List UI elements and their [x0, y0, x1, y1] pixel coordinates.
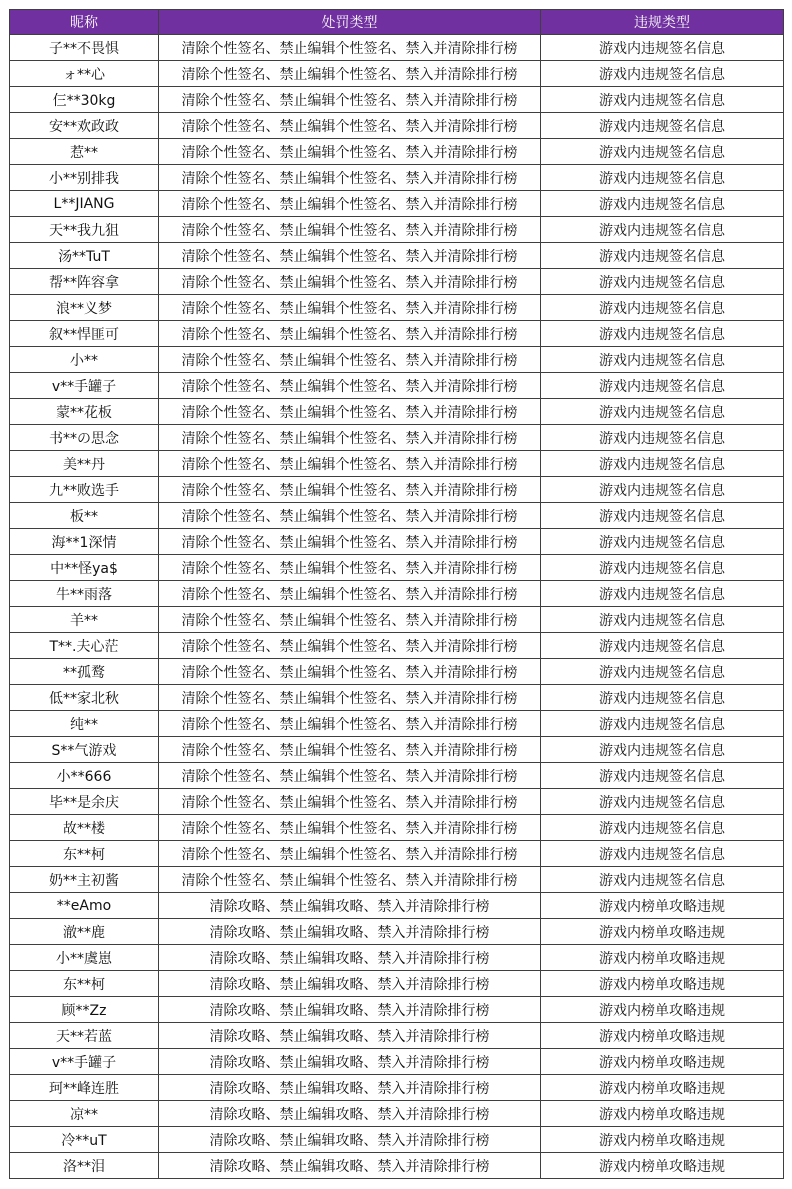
table-row [10, 477, 784, 503]
table-row [10, 789, 784, 815]
cell-penalty-type: 清除个性签名、禁止编辑个性签名、禁入并清除排行榜 [159, 373, 541, 399]
cell-penalty-type: 清除攻略、禁止编辑攻略、禁入并清除排行榜 [159, 971, 541, 997]
table-row [10, 685, 784, 711]
cell-nickname: 蒙**花板 [10, 399, 159, 425]
cell-violation-type: 游戏内榜单攻略违规 [541, 945, 784, 971]
cell-penalty-type: 清除个性签名、禁止编辑个性签名、禁入并清除排行榜 [159, 555, 541, 581]
cell-violation-type: 游戏内违规签名信息 [541, 269, 784, 295]
cell-penalty-type: 清除个性签名、禁止编辑个性签名、禁入并清除排行榜 [159, 347, 541, 373]
cell-nickname: 小**虞崽 [10, 945, 159, 971]
cell-penalty-type: 清除攻略、禁止编辑攻略、禁入并清除排行榜 [159, 919, 541, 945]
cell-nickname: 海**1深情 [10, 529, 159, 555]
cell-penalty-type: 清除个性签名、禁止编辑个性签名、禁入并清除排行榜 [159, 217, 541, 243]
cell-nickname: 板** [10, 503, 159, 529]
cell-penalty-type: 清除个性签名、禁止编辑个性签名、禁入并清除排行榜 [159, 269, 541, 295]
cell-nickname: 小**别排我 [10, 165, 159, 191]
table-row [10, 919, 784, 945]
cell-violation-type: 游戏内违规签名信息 [541, 763, 784, 789]
cell-violation-type: 游戏内违规签名信息 [541, 633, 784, 659]
cell-penalty-type: 清除个性签名、禁止编辑个性签名、禁入并清除排行榜 [159, 165, 541, 191]
cell-nickname: 子**不畏惧 [10, 35, 159, 61]
table-row [10, 425, 784, 451]
penalty-table [9, 9, 784, 1179]
cell-violation-type: 游戏内榜单攻略违规 [541, 1023, 784, 1049]
cell-penalty-type: 清除个性签名、禁止编辑个性签名、禁入并清除排行榜 [159, 35, 541, 61]
table-row [10, 321, 784, 347]
cell-nickname: 叙**悍匪可 [10, 321, 159, 347]
table-row [10, 1075, 784, 1101]
cell-penalty-type: 清除个性签名、禁止编辑个性签名、禁入并清除排行榜 [159, 321, 541, 347]
cell-penalty-type: 清除个性签名、禁止编辑个性签名、禁入并清除排行榜 [159, 451, 541, 477]
cell-violation-type: 游戏内违规签名信息 [541, 399, 784, 425]
cell-penalty-type: 清除个性签名、禁止编辑个性签名、禁入并清除排行榜 [159, 399, 541, 425]
table-row [10, 87, 784, 113]
cell-penalty-type: 清除个性签名、禁止编辑个性签名、禁入并清除排行榜 [159, 529, 541, 555]
table-row [10, 659, 784, 685]
cell-nickname: v**手罐子 [10, 1049, 159, 1075]
cell-nickname: 毕**是余庆 [10, 789, 159, 815]
cell-violation-type: 游戏内违规签名信息 [541, 113, 784, 139]
cell-violation-type: 游戏内违规签名信息 [541, 581, 784, 607]
cell-violation-type: 游戏内违规签名信息 [541, 867, 784, 893]
cell-penalty-type: 清除个性签名、禁止编辑个性签名、禁入并清除排行榜 [159, 191, 541, 217]
cell-violation-type: 游戏内违规签名信息 [541, 659, 784, 685]
cell-nickname: 牛**雨落 [10, 581, 159, 607]
cell-nickname: **eAmo [10, 893, 159, 919]
table-row [10, 61, 784, 87]
cell-penalty-type: 清除攻略、禁止编辑攻略、禁入并清除排行榜 [159, 1127, 541, 1153]
cell-violation-type: 游戏内违规签名信息 [541, 685, 784, 711]
table-row [10, 841, 784, 867]
cell-penalty-type: 清除个性签名、禁止编辑个性签名、禁入并清除排行榜 [159, 61, 541, 87]
cell-nickname: L**JIANG [10, 191, 159, 217]
table-row [10, 945, 784, 971]
table-body [10, 35, 784, 1179]
cell-violation-type: 游戏内违规签名信息 [541, 373, 784, 399]
table-row [10, 139, 784, 165]
cell-nickname: 惹** [10, 139, 159, 165]
table-row [10, 217, 784, 243]
cell-nickname: 东**柯 [10, 841, 159, 867]
table-row [10, 1153, 784, 1179]
cell-nickname: 低**家北秋 [10, 685, 159, 711]
header-row [10, 10, 784, 35]
cell-violation-type: 游戏内违规签名信息 [541, 425, 784, 451]
table-row [10, 191, 784, 217]
cell-nickname: 九**败选手 [10, 477, 159, 503]
table-row [10, 347, 784, 373]
table-row [10, 243, 784, 269]
table-row [10, 529, 784, 555]
cell-penalty-type: 清除个性签名、禁止编辑个性签名、禁入并清除排行榜 [159, 607, 541, 633]
table-row [10, 1127, 784, 1153]
cell-penalty-type: 清除个性签名、禁止编辑个性签名、禁入并清除排行榜 [159, 581, 541, 607]
cell-nickname: 奶**主初酱 [10, 867, 159, 893]
cell-nickname: 美**丹 [10, 451, 159, 477]
header-nickname: 昵称 [10, 10, 159, 35]
cell-violation-type: 游戏内榜单攻略违规 [541, 919, 784, 945]
table-row [10, 373, 784, 399]
cell-violation-type: 游戏内违规签名信息 [541, 191, 784, 217]
table-row [10, 269, 784, 295]
cell-violation-type: 游戏内违规签名信息 [541, 607, 784, 633]
cell-violation-type: 游戏内违规签名信息 [541, 217, 784, 243]
cell-nickname: S**气游戏 [10, 737, 159, 763]
cell-penalty-type: 清除个性签名、禁止编辑个性签名、禁入并清除排行榜 [159, 841, 541, 867]
cell-violation-type: 游戏内榜单攻略违规 [541, 1049, 784, 1075]
table-row [10, 633, 784, 659]
cell-violation-type: 游戏内违规签名信息 [541, 737, 784, 763]
cell-nickname: 凉** [10, 1101, 159, 1127]
cell-violation-type: 游戏内违规签名信息 [541, 87, 784, 113]
table-row [10, 971, 784, 997]
cell-penalty-type: 清除个性签名、禁止编辑个性签名、禁入并清除排行榜 [159, 659, 541, 685]
cell-penalty-type: 清除攻略、禁止编辑攻略、禁入并清除排行榜 [159, 1023, 541, 1049]
cell-penalty-type: 清除个性签名、禁止编辑个性签名、禁入并清除排行榜 [159, 685, 541, 711]
table-row [10, 451, 784, 477]
cell-nickname: 小** [10, 347, 159, 373]
cell-nickname: 羊** [10, 607, 159, 633]
table-row [10, 893, 784, 919]
cell-nickname: 故**楼 [10, 815, 159, 841]
cell-violation-type: 游戏内榜单攻略违规 [541, 1127, 784, 1153]
cell-penalty-type: 清除攻略、禁止编辑攻略、禁入并清除排行榜 [159, 945, 541, 971]
cell-penalty-type: 清除个性签名、禁止编辑个性签名、禁入并清除排行榜 [159, 633, 541, 659]
cell-penalty-type: 清除个性签名、禁止编辑个性签名、禁入并清除排行榜 [159, 867, 541, 893]
cell-violation-type: 游戏内榜单攻略违规 [541, 1153, 784, 1179]
cell-nickname: T**.夫心茫 [10, 633, 159, 659]
cell-nickname: 安**欢政政 [10, 113, 159, 139]
cell-violation-type: 游戏内违规签名信息 [541, 529, 784, 555]
cell-violation-type: 游戏内榜单攻略违规 [541, 997, 784, 1023]
cell-nickname: 纯** [10, 711, 159, 737]
cell-penalty-type: 清除个性签名、禁止编辑个性签名、禁入并清除排行榜 [159, 243, 541, 269]
table-row [10, 815, 784, 841]
cell-violation-type: 游戏内违规签名信息 [541, 139, 784, 165]
cell-violation-type: 游戏内违规签名信息 [541, 243, 784, 269]
header-penalty-type: 处罚类型 [159, 10, 541, 35]
cell-penalty-type: 清除攻略、禁止编辑攻略、禁入并清除排行榜 [159, 1075, 541, 1101]
cell-nickname: 冷**uT [10, 1127, 159, 1153]
cell-violation-type: 游戏内榜单攻略违规 [541, 893, 784, 919]
cell-violation-type: 游戏内违规签名信息 [541, 789, 784, 815]
cell-penalty-type: 清除攻略、禁止编辑攻略、禁入并清除排行榜 [159, 1101, 541, 1127]
cell-nickname: 天**我九狙 [10, 217, 159, 243]
cell-violation-type: 游戏内违规签名信息 [541, 295, 784, 321]
cell-nickname: 书**の思念 [10, 425, 159, 451]
cell-violation-type: 游戏内违规签名信息 [541, 555, 784, 581]
table-row [10, 737, 784, 763]
cell-penalty-type: 清除个性签名、禁止编辑个性签名、禁入并清除排行榜 [159, 87, 541, 113]
cell-violation-type: 游戏内违规签名信息 [541, 321, 784, 347]
cell-penalty-type: 清除个性签名、禁止编辑个性签名、禁入并清除排行榜 [159, 763, 541, 789]
cell-nickname: 帮**阵容拿 [10, 269, 159, 295]
cell-violation-type: 游戏内榜单攻略违规 [541, 1101, 784, 1127]
cell-nickname: v**手罐子 [10, 373, 159, 399]
cell-violation-type: 游戏内违规签名信息 [541, 841, 784, 867]
cell-nickname: 中**怪ya$ [10, 555, 159, 581]
cell-nickname: 珂**峰连胜 [10, 1075, 159, 1101]
cell-violation-type: 游戏内违规签名信息 [541, 451, 784, 477]
table-row [10, 997, 784, 1023]
cell-violation-type: 游戏内违规签名信息 [541, 347, 784, 373]
cell-violation-type: 游戏内榜单攻略违规 [541, 971, 784, 997]
cell-nickname: 洛**泪 [10, 1153, 159, 1179]
cell-nickname: 浪**义梦 [10, 295, 159, 321]
table-row [10, 607, 784, 633]
table-row [10, 1023, 784, 1049]
cell-penalty-type: 清除攻略、禁止编辑攻略、禁入并清除排行榜 [159, 893, 541, 919]
cell-penalty-type: 清除个性签名、禁止编辑个性签名、禁入并清除排行榜 [159, 139, 541, 165]
cell-penalty-type: 清除个性签名、禁止编辑个性签名、禁入并清除排行榜 [159, 815, 541, 841]
cell-violation-type: 游戏内违规签名信息 [541, 477, 784, 503]
cell-nickname: 仨**30kg [10, 87, 159, 113]
cell-penalty-type: 清除个性签名、禁止编辑个性签名、禁入并清除排行榜 [159, 425, 541, 451]
cell-penalty-type: 清除个性签名、禁止编辑个性签名、禁入并清除排行榜 [159, 295, 541, 321]
table-row [10, 295, 784, 321]
table-row [10, 503, 784, 529]
cell-violation-type: 游戏内违规签名信息 [541, 503, 784, 529]
table-row [10, 763, 784, 789]
table-row [10, 555, 784, 581]
cell-nickname: 汤**TuT [10, 243, 159, 269]
cell-violation-type: 游戏内违规签名信息 [541, 61, 784, 87]
cell-nickname: ォ**心 [10, 61, 159, 87]
cell-violation-type: 游戏内违规签名信息 [541, 815, 784, 841]
table-row [10, 711, 784, 737]
cell-nickname: 东**柯 [10, 971, 159, 997]
cell-penalty-type: 清除攻略、禁止编辑攻略、禁入并清除排行榜 [159, 997, 541, 1023]
table-row [10, 581, 784, 607]
table-row [10, 35, 784, 61]
cell-penalty-type: 清除个性签名、禁止编辑个性签名、禁入并清除排行榜 [159, 113, 541, 139]
cell-nickname: 顾**Zz [10, 997, 159, 1023]
cell-penalty-type: 清除攻略、禁止编辑攻略、禁入并清除排行榜 [159, 1153, 541, 1179]
table-row [10, 867, 784, 893]
header-violation-type: 违规类型 [541, 10, 784, 35]
cell-penalty-type: 清除个性签名、禁止编辑个性签名、禁入并清除排行榜 [159, 711, 541, 737]
cell-penalty-type: 清除个性签名、禁止编辑个性签名、禁入并清除排行榜 [159, 737, 541, 763]
cell-nickname: **孤鹜 [10, 659, 159, 685]
cell-penalty-type: 清除攻略、禁止编辑攻略、禁入并清除排行榜 [159, 1049, 541, 1075]
table-row [10, 399, 784, 425]
cell-nickname: 小**666 [10, 763, 159, 789]
cell-nickname: 澈**鹿 [10, 919, 159, 945]
cell-penalty-type: 清除个性签名、禁止编辑个性签名、禁入并清除排行榜 [159, 477, 541, 503]
cell-violation-type: 游戏内违规签名信息 [541, 35, 784, 61]
table-row [10, 113, 784, 139]
table-row [10, 1101, 784, 1127]
table-row [10, 1049, 784, 1075]
cell-penalty-type: 清除个性签名、禁止编辑个性签名、禁入并清除排行榜 [159, 789, 541, 815]
cell-violation-type: 游戏内违规签名信息 [541, 711, 784, 737]
cell-penalty-type: 清除个性签名、禁止编辑个性签名、禁入并清除排行榜 [159, 503, 541, 529]
table-row [10, 165, 784, 191]
cell-violation-type: 游戏内榜单攻略违规 [541, 1075, 784, 1101]
cell-nickname: 天**若蓝 [10, 1023, 159, 1049]
cell-violation-type: 游戏内违规签名信息 [541, 165, 784, 191]
